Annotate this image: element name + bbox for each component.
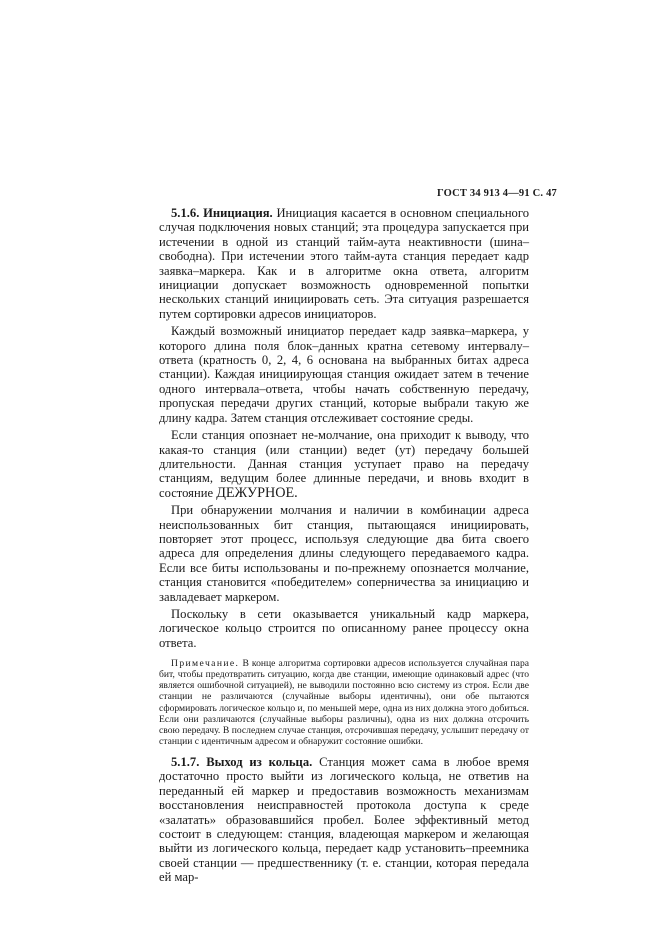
paragraph-unique-token: Поскольку в сети оказывается уникальный кадр маркера, логическое кольцо строится по описанному ранее процессу окна ответа. — [159, 606, 529, 650]
paragraph-text: Если станция опознает не-молчание, она приходит к выводу, что какая-то станция (или станции) ведет (ут) передачу большей длительности. Данная станция уступает право на передачу станциям, ведущим более длинные передачи, и вновь входит в состояние — [159, 428, 529, 500]
document-body — [159, 206, 529, 885]
note-label: Примечание. — [171, 658, 240, 670]
section-number: 5.1.7. — [171, 754, 200, 769]
paragraph-initiation — [159, 206, 529, 321]
section-title: Выход из кольца. — [206, 754, 313, 769]
note-text: В конце алгоритма сортировки адресов используется случайная пара бит, чтобы предотвратить ситуацию, когда две станции, имеющие одинаковый адрес (что является ошибочной ситуацией), не выводили постоянно всю систему из строя. Если две станции не различаются (случайные выборы идентичны), они обе пытаются сформировать логическое кольцо и, по меньшей мере, одна из них должна этого добиться. Если они различаются (случайные выборы различны), одна из них должна отсрочить свою передачу. В последнем случае станция, отсрочившая передачу, услышит передачу от станции с идентичным адресом и обнаружит состояние ошибки. — [159, 658, 529, 747]
note — [159, 658, 529, 747]
section-number: 5.1.6. — [171, 206, 200, 220]
paragraph-ring-exit — [159, 755, 529, 885]
state-name: ДЕЖУРНОЕ. — [216, 484, 298, 501]
paragraph-initiator: Каждый возможный инициатор передает кадр заявка–маркера, у которого длина поля блок–данных кратна сетевому интервалу–ответа (кратность 0, 2, 4, 6 основана на выбранных битах адреса станции). Каждая инициирующая станция ожидает затем в течение одного интервала–ответа, чтобы начать собственную передачу, пропуская передачи других станций, которые выбрали такую же длину кадра. Затем станция отслеживает состояние среды. — [159, 324, 529, 425]
paragraph-silence: При обнаружении молчания и наличии в комбинации адреса неиспользованных бит станция, пытающаяся инициировать, повторяет этот процесс, используя следующие два бита своего адреса для определения длины следующего передаваемого кадра. Если все биты использованы и по-прежнему опознается молчание, станция становится «победителем» соперничества за инициацию и завладевает маркером. — [159, 503, 529, 604]
paragraph-text: Инициация касается в основном специального случая подключения новых станций; эта процедура запускается при истечении в одной из станций тайм-аута неактивности (шина–свободна). При истечении этого тайм-аута станция передает кадр заявка–маркера. Как и в алгоритме окна ответа, алгоритм инициации допускает возможность одновременной попытки нескольких станций инициировать сеть. Эта ситуация разрешается путем сортировки адресов инициаторов. — [159, 206, 529, 321]
section-title: Инициация. — [203, 206, 273, 220]
page-header: ГОСТ 34 913 4—91 С. 47 — [436, 188, 557, 199]
paragraph-text: Станция может сама в любое время достаточно просто выйти из логического кольца, не ответив на переданный ей маркер и предоставив возможность механизмам восстановления неисправностей протокола доступа к среде «залатать» образовавшийся пробел. Более эффективный метод состоит в следующем: станция, владеющая маркером и желающая выйти из логического кольца, передает кадр установить–преемника своей станции — предшественнику (т. е. станции, которая передала ей мар- — [159, 754, 530, 885]
paragraph-non-silence — [159, 428, 529, 500]
